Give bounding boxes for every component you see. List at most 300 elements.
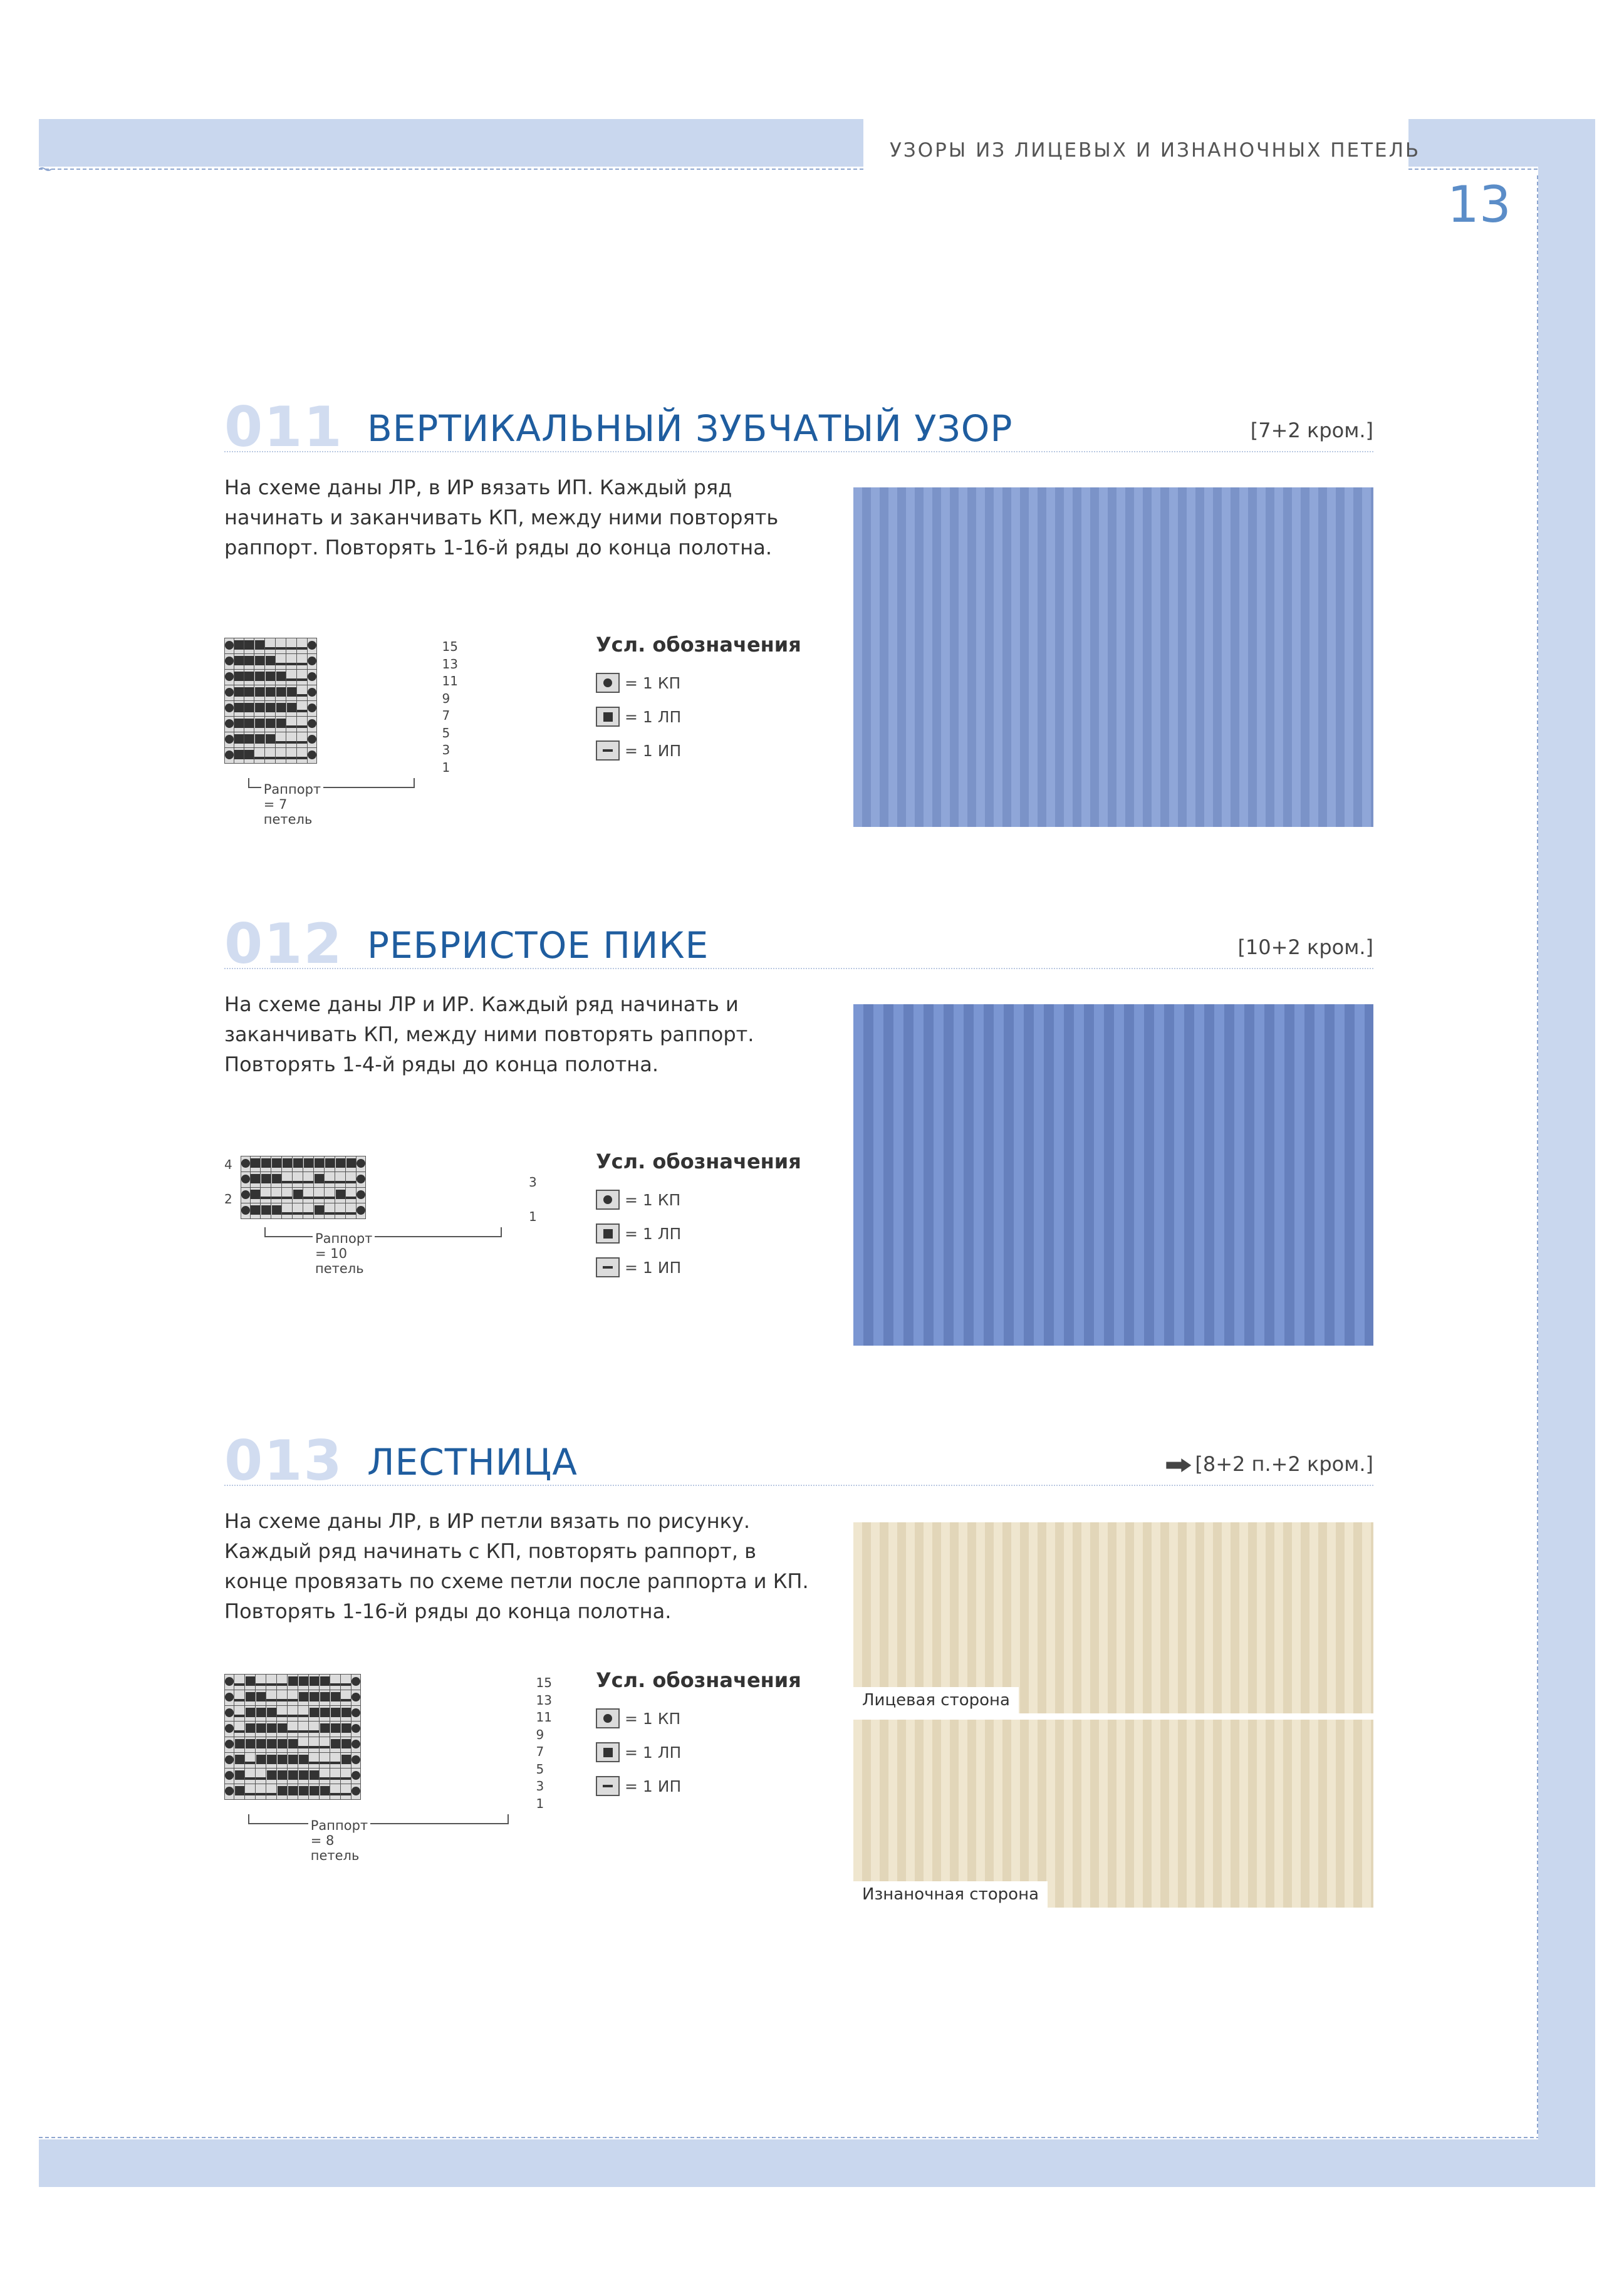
- knit-stitch-icon: [310, 1692, 319, 1701]
- chart-cell: [346, 1203, 357, 1219]
- chart-cell: [293, 1156, 303, 1172]
- purl-stitch-icon: [325, 1212, 335, 1215]
- section-header: [224, 395, 1373, 459]
- legend-title: Усл. обозначения: [596, 1668, 801, 1692]
- purl-stitch-icon: [297, 663, 307, 665]
- knit-stitch-icon: [276, 687, 286, 697]
- chart-row: [225, 1722, 361, 1737]
- chart-cell: [325, 1203, 335, 1219]
- chart-cell: [265, 654, 276, 670]
- knit-stitch-icon: [287, 687, 296, 697]
- purl-stitch-icon: [245, 1793, 255, 1795]
- chart-cell: [325, 1156, 335, 1172]
- legend-item-ip: = 1 ИП: [596, 1776, 801, 1796]
- chart-cell: [330, 1784, 341, 1800]
- purl-stitch-icon: [256, 1777, 266, 1780]
- chart-cell: [256, 1722, 266, 1737]
- row-number: 4: [224, 1157, 232, 1172]
- chart-cell: [308, 732, 317, 748]
- chart-cell: [276, 654, 286, 670]
- chart-cell: [266, 1784, 277, 1800]
- knit-stitch-icon: [315, 1205, 324, 1215]
- chart-cell: [256, 1753, 266, 1769]
- chart-cell: [286, 638, 297, 654]
- purl-stitch-icon: [276, 663, 286, 665]
- chart-cell: [320, 1675, 330, 1690]
- knit-stitch-icon: [261, 1205, 271, 1215]
- legend-item-lp: = 1 ЛП: [596, 1742, 801, 1762]
- edge-stitch-icon: [225, 1787, 234, 1795]
- chart-cell: [256, 1706, 266, 1722]
- knit-stitch-icon: [278, 1723, 287, 1733]
- knit-sample-photo-back: [853, 1720, 1373, 1908]
- edge-stitch-icon: [241, 1206, 250, 1215]
- chart-cell: [282, 1203, 293, 1219]
- knit-stitch-icon: [235, 1770, 244, 1780]
- knit-stitch-icon: [276, 672, 286, 681]
- chart-cell: [265, 748, 276, 764]
- purl-stitch-icon: [266, 1793, 276, 1795]
- purl-stitch-icon: [286, 741, 296, 744]
- purl-stitch-icon: [277, 1699, 287, 1701]
- chart-cell: [320, 1690, 330, 1706]
- chart-cell: [241, 1156, 251, 1172]
- chart-cell: [244, 670, 254, 685]
- purl-stitch-icon: [603, 1785, 613, 1787]
- chart-cell: [351, 1769, 361, 1784]
- edge-stitch-icon: [351, 1771, 360, 1780]
- knit-stitch-icon: [266, 687, 275, 697]
- chart-cell: [309, 1675, 320, 1690]
- purl-stitch-icon: [234, 1683, 244, 1686]
- chart-cell: [308, 748, 317, 764]
- purl-stitch-icon: [245, 1762, 255, 1764]
- knit-stitch-icon: [288, 1770, 298, 1780]
- chart-cell: [245, 1706, 256, 1722]
- chart-cell: [330, 1675, 341, 1690]
- knit-stitch-icon: [234, 734, 244, 744]
- chart-cell: [341, 1706, 351, 1722]
- footer-band: [39, 2139, 1595, 2187]
- purl-stitch-icon: [297, 694, 307, 697]
- purl-stitch-icon: [234, 1699, 244, 1701]
- chart-cell: [234, 732, 244, 748]
- purl-stitch-icon: [335, 1181, 345, 1183]
- knit-stitch-icon: [234, 687, 244, 697]
- purl-stitch-icon: [282, 1181, 292, 1183]
- purl-stitch-icon: [297, 678, 307, 681]
- section-number: 012: [224, 912, 343, 976]
- legend-item-ip: = 1 ИП: [596, 1257, 801, 1277]
- chart-row: [225, 717, 317, 732]
- edge-stitch-icon: [225, 1708, 234, 1717]
- chart-cell: [351, 1722, 361, 1737]
- purl-stitch-icon: [276, 741, 286, 744]
- chart-cell: [335, 1156, 346, 1172]
- knit-stitch-icon: [235, 1786, 244, 1795]
- chart-cell: [234, 1769, 245, 1784]
- chart-cell: [298, 1737, 309, 1753]
- knit-stitch-icon: [272, 1205, 281, 1215]
- chart-cell: [254, 654, 265, 670]
- chart-cell: [266, 1753, 277, 1769]
- chart-cell: [234, 1722, 245, 1737]
- row-number: 3: [529, 1174, 537, 1190]
- repeat-label: Раппорт = 7 петель: [261, 782, 323, 827]
- knit-stitch-icon: [244, 719, 254, 728]
- chart-cell: [351, 1690, 361, 1706]
- edge-stitch-icon: [225, 751, 234, 759]
- chart-cell: [325, 1172, 335, 1188]
- knit-stitch-icon: [261, 1174, 271, 1183]
- legend-item-kp: = 1 КП: [596, 673, 801, 693]
- purl-stitch-icon: [309, 1762, 319, 1764]
- chart-row: [225, 1737, 361, 1753]
- chart-cell: [320, 1706, 330, 1722]
- knit-stitch-icon: [310, 1676, 319, 1686]
- purl-stitch-icon: [288, 1730, 298, 1733]
- chart-cell: [341, 1690, 351, 1706]
- edge-stitch-icon: [308, 704, 316, 712]
- chart-cell: [277, 1675, 288, 1690]
- purl-stitch-icon: [297, 710, 307, 712]
- purl-stitch-icon: [325, 1181, 335, 1183]
- knit-stitch-icon: [336, 1190, 345, 1199]
- knit-stitch-icon: [256, 1692, 266, 1701]
- edge-stitch-icon: [357, 1206, 365, 1215]
- purl-stitch-icon: [330, 1793, 340, 1795]
- row-number: 9: [442, 690, 450, 706]
- chart-cell: [297, 654, 308, 670]
- section-011: [224, 395, 1373, 833]
- chart-cell: [266, 1737, 277, 1753]
- chart-cell: [320, 1784, 330, 1800]
- purl-stitch-icon: [254, 757, 264, 759]
- chart-cell: [266, 1706, 277, 1722]
- edge-stitch-icon: [225, 672, 234, 681]
- chart-cell: [261, 1156, 271, 1172]
- chart-cell: [351, 1675, 361, 1690]
- purl-stitch-icon: [293, 1181, 303, 1183]
- photo-caption: Лицевая сторона: [853, 1687, 1019, 1713]
- chart-cell: [288, 1737, 298, 1753]
- chart-cell: [276, 638, 286, 654]
- knit-stitch-icon: [288, 1786, 298, 1795]
- chart-cell: [234, 717, 244, 732]
- knit-stitch-icon: [256, 1739, 266, 1748]
- edge-stitch-icon: [351, 1724, 360, 1733]
- chart-cell: [288, 1675, 298, 1690]
- chart-cell: [234, 670, 244, 685]
- chart-cell: [265, 732, 276, 748]
- wavy-border-bottom: [39, 2135, 1538, 2140]
- chart-cell: [341, 1753, 351, 1769]
- knit-stitch-icon: [234, 656, 244, 665]
- section-title: ВЕРТИКАЛЬНЫЙ ЗУБЧАТЫЙ УЗОР: [367, 407, 1013, 450]
- section-012: [224, 912, 1373, 1363]
- wavy-border-top: [39, 167, 863, 172]
- row-number: 2: [224, 1192, 232, 1207]
- chart-cell: [330, 1753, 341, 1769]
- chart-grid: [224, 638, 317, 764]
- purl-stitch-icon: [320, 1777, 330, 1780]
- chart-cell: [225, 1706, 234, 1722]
- purl-stitch-icon: [286, 663, 296, 665]
- chart-row: [225, 1675, 361, 1690]
- purl-stitch-icon: [265, 647, 275, 650]
- row-number: 1: [536, 1795, 544, 1811]
- purl-stitch-icon: [277, 1683, 287, 1686]
- knit-stitch-icon: [320, 1692, 330, 1701]
- knit-stitch-icon: [341, 1739, 351, 1748]
- chart-cell: [351, 1706, 361, 1722]
- knit-stitch-icon: [288, 1676, 298, 1686]
- edge-stitch-icon: [241, 1190, 250, 1199]
- chart-cell: [298, 1753, 309, 1769]
- purl-stitch-icon: [276, 757, 286, 759]
- chart-row: [241, 1172, 366, 1188]
- chart-cell: [303, 1188, 314, 1203]
- knit-stitch-icon: [320, 1708, 330, 1717]
- purl-stitch-icon: [335, 1212, 345, 1215]
- wavy-border-top-right: [1408, 167, 1538, 172]
- chart-cell: [244, 701, 254, 717]
- purl-stitch-icon: [309, 1730, 319, 1733]
- chart-cell: [309, 1784, 320, 1800]
- purl-stitch-icon: [303, 1197, 313, 1199]
- knit-stitch-icon: [251, 1205, 260, 1215]
- knit-stitch-icon: [246, 1692, 255, 1701]
- purl-stitch-icon: [286, 678, 296, 681]
- knit-stitch-icon: [331, 1692, 340, 1701]
- section-013: [224, 1428, 1373, 1930]
- chart-cell: [225, 1753, 234, 1769]
- knit-stitch-icon: [603, 1748, 613, 1757]
- section-header: [224, 912, 1373, 976]
- knit-stitch-icon: [276, 719, 286, 728]
- chart-cell: [254, 701, 265, 717]
- chart-cell: [308, 685, 317, 701]
- chart-cell: [266, 1722, 277, 1737]
- knit-stitch-icon: [267, 1770, 276, 1780]
- edge-stitch-icon: [225, 1771, 234, 1780]
- purl-stitch-icon: [298, 1746, 308, 1748]
- row-number: 9: [536, 1727, 544, 1742]
- chart-row: [241, 1188, 366, 1203]
- knit-stitch-icon: [310, 1786, 319, 1795]
- chart-cell: [276, 685, 286, 701]
- knit-sample-photo: [853, 1004, 1373, 1346]
- chart-cell: [241, 1172, 251, 1188]
- chart-cell: [277, 1784, 288, 1800]
- knit-stitch-icon: [244, 703, 254, 712]
- chart-cell: [245, 1737, 256, 1753]
- purl-stitch-icon: [341, 1699, 351, 1701]
- knit-stitch-icon: [251, 1158, 260, 1168]
- chart-cell: [335, 1188, 346, 1203]
- purl-stitch-icon: [245, 1777, 255, 1780]
- chart-cell: [309, 1769, 320, 1784]
- knit-stitch-icon: [278, 1739, 287, 1748]
- purl-stitch-icon: [314, 1197, 324, 1199]
- purl-stitch-icon: [346, 1181, 356, 1183]
- chart-cell: [225, 685, 234, 701]
- arrow-right-icon: [1166, 1458, 1191, 1472]
- knit-stitch-icon: [315, 1158, 324, 1168]
- knit-stitch-icon: [266, 672, 275, 681]
- purl-stitch-icon: [293, 1212, 303, 1215]
- chart-cell: [330, 1706, 341, 1722]
- wavy-border-right: [1534, 175, 1541, 2136]
- chart-cell: [225, 1690, 234, 1706]
- knit-stitch-icon: [325, 1158, 335, 1168]
- edge-stitch-icon: [225, 1740, 234, 1748]
- chart-row: [225, 638, 317, 654]
- chart-cell: [325, 1188, 335, 1203]
- chart-cell: [330, 1769, 341, 1784]
- knit-stitch-icon: [244, 672, 254, 681]
- chart-cell: [346, 1156, 357, 1172]
- purl-stitch-icon: [325, 1197, 335, 1199]
- knit-stitch-icon: [246, 1739, 255, 1748]
- chart-cell: [241, 1203, 251, 1219]
- chart-cell: [282, 1188, 293, 1203]
- chart-cell: [254, 748, 265, 764]
- knit-stitch-icon: [251, 1174, 260, 1183]
- repeat-bracket: [248, 1814, 509, 1824]
- chart-cell: [234, 1706, 245, 1722]
- chart-cell: [335, 1172, 346, 1188]
- knit-stitch-icon: [331, 1723, 340, 1733]
- knit-stitch-icon: [234, 703, 244, 712]
- chart-cell: [256, 1737, 266, 1753]
- edge-stitch-icon: [308, 672, 316, 681]
- purl-stitch-icon: [234, 1730, 244, 1733]
- purl-stitch-icon: [277, 1715, 287, 1717]
- chart-cell: [346, 1188, 357, 1203]
- chart-cell: [357, 1172, 366, 1188]
- chart-cell: [298, 1769, 309, 1784]
- page-number: 13: [1447, 175, 1511, 234]
- chart-cell: [314, 1156, 325, 1172]
- chart-cell: [357, 1188, 366, 1203]
- chart-cell: [245, 1722, 256, 1737]
- row-number: 7: [536, 1744, 544, 1759]
- row-number: 1: [442, 759, 450, 775]
- purl-stitch-icon: [309, 1746, 319, 1748]
- knit-stitch-icon: [288, 1755, 298, 1764]
- purl-stitch-icon: [303, 1181, 313, 1183]
- chart-cell: [314, 1203, 325, 1219]
- chart-cell: [271, 1188, 282, 1203]
- knit-stitch-icon: [603, 712, 613, 722]
- knit-stitch-icon: [293, 1190, 303, 1199]
- row-number: 11: [536, 1710, 552, 1725]
- knit-stitch-icon: [235, 1755, 244, 1764]
- knit-stitch-icon: [234, 640, 244, 650]
- chart-cell: [308, 701, 317, 717]
- row-number: 5: [536, 1761, 544, 1777]
- chart-cell: [320, 1722, 330, 1737]
- chart-cell: [298, 1722, 309, 1737]
- knit-stitch-icon: [287, 703, 296, 712]
- chart-row: [225, 1706, 361, 1722]
- edge-stitch-icon: [225, 1677, 234, 1686]
- knit-stitch-icon: [299, 1755, 308, 1764]
- chart-cell: [320, 1753, 330, 1769]
- chart-cell: [320, 1769, 330, 1784]
- chart-cell: [261, 1172, 271, 1188]
- knit-stitch-icon: [283, 1158, 292, 1168]
- chart-cell: [244, 654, 254, 670]
- chart-cell: [286, 748, 297, 764]
- purl-stitch-icon: [303, 1212, 313, 1215]
- chart-cell: [298, 1690, 309, 1706]
- chart-cell: [225, 748, 234, 764]
- edge-stitch-icon: [351, 1787, 360, 1795]
- chart-cell: [308, 717, 317, 732]
- chart-cell: [330, 1722, 341, 1737]
- photo-caption: Изнаночная сторона: [853, 1881, 1048, 1908]
- chart-cell: [251, 1203, 261, 1219]
- chart-cell: [277, 1706, 288, 1722]
- chart-cell: [351, 1753, 361, 1769]
- chart-row: [225, 670, 317, 685]
- knit-stitch-icon: [255, 734, 264, 744]
- chart-cell: [266, 1769, 277, 1784]
- chart-cell: [286, 685, 297, 701]
- knit-stitch-icon: [341, 1708, 351, 1717]
- chart-grid: [224, 1674, 361, 1800]
- knit-stitch-icon: [246, 1723, 255, 1733]
- section-header: [224, 1428, 1373, 1493]
- purl-stitch-icon: [603, 1266, 613, 1269]
- chart-cell: [276, 748, 286, 764]
- chart-cell: [244, 717, 254, 732]
- chart-cell: [245, 1753, 256, 1769]
- knit-stitch-icon: [244, 640, 254, 650]
- stitch-repeat: [10+2 кром.]: [1237, 935, 1373, 959]
- purl-stitch-icon: [265, 757, 275, 759]
- chart-cell: [234, 685, 244, 701]
- chart-cell: [271, 1156, 282, 1172]
- edge-stitch-icon: [357, 1159, 365, 1168]
- chart-cell: [341, 1784, 351, 1800]
- purl-stitch-icon: [297, 741, 307, 744]
- knit-stitch-icon: [276, 703, 286, 712]
- chart-cell: [351, 1737, 361, 1753]
- purl-stitch-icon: [297, 647, 307, 650]
- legend-item-kp: = 1 КП: [596, 1190, 801, 1210]
- knit-stitch-icon: [299, 1770, 308, 1780]
- row-number: 1: [529, 1208, 537, 1224]
- chart-cell: [330, 1737, 341, 1753]
- chart-cell: [234, 701, 244, 717]
- chart-cell: [254, 638, 265, 654]
- knit-stitch-icon: [266, 703, 275, 712]
- repeat-bracket: [264, 1227, 502, 1237]
- repeat-label: Раппорт = 8 петель: [308, 1818, 370, 1863]
- chart-cell: [265, 638, 276, 654]
- chart-cell: [225, 717, 234, 732]
- knit-stitch-icon: [235, 1739, 244, 1748]
- knit-stitch-icon: [341, 1723, 351, 1733]
- section-number: 013: [224, 1428, 343, 1493]
- purl-stitch-icon: [282, 1212, 292, 1215]
- chart-cell: [320, 1737, 330, 1753]
- chart-cell: [293, 1172, 303, 1188]
- row-number: 3: [536, 1779, 544, 1794]
